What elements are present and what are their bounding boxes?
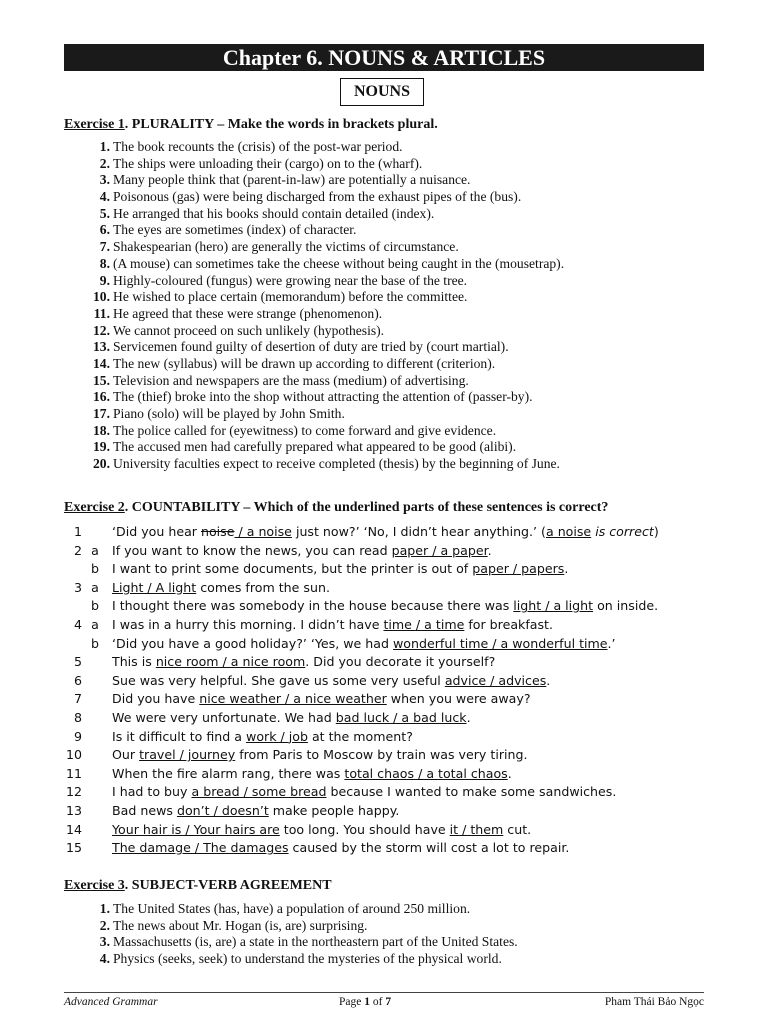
item-number: 4. (99, 189, 110, 205)
sentence-text: . (507, 765, 512, 781)
question-row (60, 821, 659, 840)
item-text: The news about Mr. Hogan (is, are) surprising. (113, 917, 368, 933)
underlined-choice: advice / advices (444, 672, 547, 688)
question-number: 2 (73, 542, 82, 558)
item-text: The new (syllabus) will be drawn up according to different (criterion). (113, 355, 496, 371)
question-letter: b (91, 561, 99, 577)
question-letter: a (91, 579, 99, 595)
underlined-choice: a noise (545, 524, 592, 539)
sentence-text: This is (112, 654, 156, 670)
item-number: 2. (99, 155, 110, 171)
underlined-choice: time / a time (383, 616, 465, 632)
question-row (60, 635, 659, 654)
underlined-choice: don’t / doesn’t (176, 802, 269, 818)
underlined-choice: nice room / a nice room (155, 654, 306, 670)
underlined-choice: travel / journey (139, 747, 236, 763)
sentence-text: . (564, 561, 569, 577)
item-number: 9. (99, 272, 110, 288)
question-row (60, 783, 659, 802)
question-number: 9 (73, 728, 82, 744)
item-text: Highly-coloured (fungus) were growing near the base of the tree. (113, 272, 468, 288)
item-number: 16. (93, 389, 110, 405)
item-number: 13. (93, 339, 110, 355)
item-text: The (thief) broke into the shop without attracting the attention of (passer-by). (113, 389, 533, 405)
underlined-choice: The damage / The damages (112, 840, 289, 856)
question-row (60, 616, 659, 635)
sentence-text: too long. You should have (279, 821, 450, 837)
question-number: 14 (65, 821, 82, 837)
question-row (60, 542, 659, 561)
question-letter: a (91, 542, 99, 558)
sentence-text: I was in a hurry this morning. I didn’t have (112, 616, 384, 632)
item-text: Many people think that (parent-in-law) are potentially a nuisance. (113, 172, 471, 188)
item-text: Shakespearian (hero) are generally the victims of circumstance. (113, 239, 459, 255)
sentence-text: We were very unfortunate. We had (112, 709, 336, 725)
list-item (64, 273, 564, 290)
sentence-text: I had to buy (112, 784, 192, 800)
item-number: 19. (93, 439, 110, 455)
item-text: The eyes are sometimes (index) of character. (113, 222, 357, 238)
page-footer (64, 992, 704, 1011)
list-item (64, 356, 564, 373)
sentence-text: I want to print some documents, but the printer is out of (112, 561, 473, 577)
item-text: Poisonous (gas) were being discharged from the exhaust pipes of the (bus). (113, 189, 522, 205)
underlined-choice: / a noise (234, 524, 292, 539)
sentence-text: when you were away? (386, 691, 531, 707)
underlined-choice: a bread / some bread (191, 784, 327, 800)
item-text: Physics (seeks, seek) to understand the mysteries of the physical world. (113, 951, 502, 967)
item-text: The ships were unloading their (cargo) on to the (wharf). (113, 155, 423, 171)
item-text: Piano (solo) will be played by John Smith. (113, 406, 345, 421)
item-number: 14. (93, 355, 110, 371)
question-letter: b (91, 598, 99, 614)
sentence-text: caused by the storm will cost a lot to repair. (288, 840, 570, 856)
question-row (60, 746, 659, 765)
question-row (60, 579, 659, 598)
question-letter: b (91, 635, 99, 651)
item-number: 11. (93, 305, 110, 321)
list-item (64, 206, 564, 223)
list-item (64, 172, 564, 189)
exercise-3-list (64, 901, 518, 968)
question-row (60, 560, 659, 579)
item-number: 5. (99, 205, 110, 221)
item-number: 15. (93, 372, 110, 388)
sentence-text: . (546, 672, 551, 688)
sentence-text: Did you have (112, 691, 200, 707)
item-number: 17. (93, 406, 110, 421)
footer-author: Pham Thái Bảo Ngọc (604, 996, 704, 1008)
underlined-choice: light / a light (513, 598, 594, 614)
item-text: We cannot proceed on such unlikely (hypothesis). (113, 322, 385, 338)
sentence-text: make people happy. (268, 802, 400, 818)
sentence-text: If you want to know the news, you can read (112, 542, 392, 558)
sentence-text: .’ (607, 635, 616, 651)
sentence-text: just now?’ ‘No, I didn’t hear anything.’ ( (291, 524, 546, 539)
item-number: 7. (99, 239, 110, 255)
list-item (64, 901, 518, 918)
question-number: 5 (73, 654, 82, 670)
sentence-text: . Did you decorate it yourself? (305, 654, 496, 670)
underlined-choice: paper / papers (472, 561, 565, 577)
question-row (60, 728, 659, 747)
exercise-3-label: Exercise 3 (64, 878, 125, 893)
exercise-1-heading (64, 117, 438, 133)
underlined-choice: work / job (246, 728, 308, 744)
question-row (60, 597, 659, 616)
sentence-text: is correct (591, 524, 654, 539)
item-number: 12. (93, 322, 110, 338)
underlined-choice: Light / A light (112, 579, 197, 595)
list-item (64, 256, 564, 273)
item-text: He arranged that his books should contain detailed (index). (113, 205, 435, 221)
underlined-choice: it / them (449, 821, 504, 837)
sentence-text: Our (112, 747, 140, 763)
item-number: 8. (99, 255, 110, 271)
exercise-2-label: Exercise 2 (64, 500, 125, 515)
exercise-2-title: . COUNTABILITY – Which of the underlined parts of these sentences is correct? (124, 500, 609, 515)
question-number: 1 (73, 524, 82, 539)
question-row (60, 523, 659, 542)
question-number: 6 (73, 672, 82, 688)
sentence-text: ‘Did you have a good holiday?’ ‘Yes, we had (112, 635, 393, 651)
list-item (64, 934, 518, 951)
chapter-title: Chapter 6. NOUNS & ARTICLES (64, 44, 704, 71)
sentence-text: because I wanted to make some sandwiches. (326, 784, 617, 800)
question-row (60, 839, 659, 858)
question-number: 8 (73, 709, 82, 725)
item-number: 3. (99, 172, 110, 188)
item-text: Massachusetts (is, are) a state in the northeastern part of the United States. (113, 934, 518, 950)
underlined-choice: total chaos / a total chaos (344, 765, 508, 781)
sentence-text: . (466, 709, 471, 725)
sentence-text: comes from the sun. (196, 579, 330, 595)
list-item (64, 918, 518, 935)
list-item (64, 139, 564, 156)
exercise-2-list (60, 523, 659, 858)
item-text: He agreed that these were strange (phenomenon). (113, 305, 383, 321)
list-item (64, 339, 564, 356)
footer-page-number: Page 1 of 7 (339, 996, 392, 1008)
sentence-text: ‘Did you hear (112, 524, 201, 539)
item-text: Servicemen found guilty of desertion of duty are tried by (court martial). (113, 339, 509, 355)
exercise-3-title: . SUBJECT-VERB AGREEMENT (124, 878, 332, 893)
question-row (60, 672, 659, 691)
list-item (64, 222, 564, 239)
question-number: 3 (73, 579, 82, 595)
sentence-text: for breakfast. (464, 616, 553, 632)
footer-course-name: Advanced Grammar (64, 996, 158, 1008)
sentence-text: I thought there was somebody in the house because there was (112, 598, 514, 614)
list-item (64, 439, 564, 456)
sentence-text: from Paris to Moscow by train was very tiring. (235, 747, 528, 763)
sentence-text: . (487, 542, 492, 558)
list-item (64, 951, 518, 968)
exercise-1-title: . PLURALITY – Make the words in brackets plural. (124, 117, 438, 132)
item-number: 1. (99, 901, 110, 916)
sentence-text: Is it difficult to find a (112, 728, 247, 744)
list-item (64, 156, 564, 173)
list-item (64, 323, 564, 340)
exercise-1-label: Exercise 1 (64, 117, 125, 132)
underlined-choice: bad luck / a bad luck (335, 709, 467, 725)
question-row (60, 709, 659, 728)
question-row (60, 765, 659, 784)
item-number: 1. (99, 139, 110, 154)
exercise-3-heading (64, 878, 332, 894)
exercise-1-list (64, 139, 564, 473)
question-number: 4 (73, 616, 82, 632)
question-number: 13 (65, 802, 82, 818)
question-number: 7 (73, 691, 82, 707)
sentence-text: Bad news (112, 802, 177, 818)
exercise-2-heading (64, 500, 608, 516)
sentence-text: on inside. (593, 598, 659, 614)
item-number: 18. (93, 422, 110, 438)
item-text: Television and newspapers are the mass (medium) of advertising. (113, 372, 469, 388)
item-text: The book recounts the (crisis) of the post-war period. (113, 139, 403, 154)
section-heading-nouns: NOUNS (340, 78, 424, 106)
item-text: (A mouse) can sometimes take the cheese without being caught in the (mousetrap). (113, 255, 565, 271)
list-item (64, 456, 564, 473)
question-number: 12 (65, 784, 82, 800)
item-number: 6. (99, 222, 110, 238)
question-row (60, 690, 659, 709)
question-row (60, 653, 659, 672)
list-item (64, 389, 564, 406)
question-number: 11 (65, 765, 82, 781)
sentence-text: cut. (503, 821, 532, 837)
question-number: 15 (65, 840, 82, 856)
question-row (60, 802, 659, 821)
list-item (64, 306, 564, 323)
question-letter: a (91, 616, 99, 632)
item-number: 3. (99, 934, 110, 950)
list-item (64, 289, 564, 306)
item-number: 10. (93, 289, 110, 305)
list-item (64, 373, 564, 390)
underlined-choice: paper / a paper (391, 542, 488, 558)
underlined-choice: Your hair is / Your hairs are (112, 821, 280, 837)
sentence-text: ) (653, 524, 659, 539)
list-item (64, 239, 564, 256)
item-number: 4. (99, 951, 110, 967)
underlined-choice: noise (200, 524, 235, 539)
item-text: The accused men had carefully prepared what appeared to be good (alibi). (113, 439, 517, 455)
item-text: The United States (has, have) a population of around 250 million. (113, 901, 471, 916)
item-text: University faculties expect to receive completed (thesis) by the beginning of June. (113, 456, 560, 472)
sentence-text: Sue was very helpful. She gave us some very useful (112, 672, 445, 688)
question-number: 10 (65, 747, 82, 763)
list-item (64, 406, 564, 423)
sentence-text: When the fire alarm rang, there was (112, 765, 345, 781)
list-item (64, 189, 564, 206)
sentence-text: at the moment? (307, 728, 413, 744)
item-number: 2. (99, 917, 110, 933)
list-item (64, 423, 564, 440)
underlined-choice: wonderful time / a wonderful time (393, 635, 608, 651)
item-number: 20. (93, 456, 110, 472)
underlined-choice: nice weather / a nice weather (199, 691, 387, 707)
item-text: He wished to place certain (memorandum) before the committee. (113, 289, 468, 305)
item-text: The police called for (eyewitness) to come forward and give evidence. (113, 422, 497, 438)
